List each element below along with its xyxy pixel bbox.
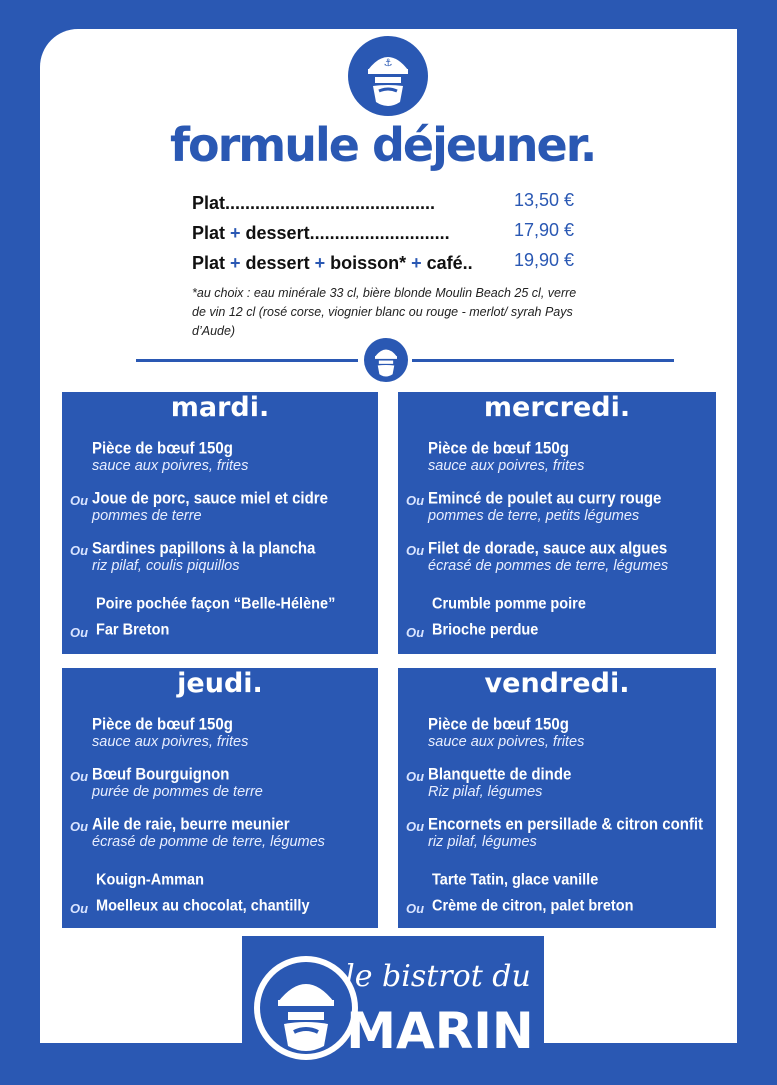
formula-part: Plat	[192, 223, 226, 243]
or-label: Ou	[70, 543, 89, 558]
dessert-name: Moelleux au chocolat, chantilly	[96, 897, 310, 915]
dish-item	[70, 716, 248, 750]
dish-description: sauce aux poivres, frites	[428, 458, 585, 474]
dessert-item	[70, 872, 204, 888]
or-label: Ou	[406, 625, 425, 640]
or-label: Ou	[70, 769, 89, 784]
plus-sign: +	[406, 253, 427, 273]
dish-item	[406, 540, 668, 574]
dish-name: Encornets en persillade & citron confit	[428, 815, 704, 834]
dessert-name: Crème de citron, palet breton	[432, 897, 634, 915]
formula-price: 19,90 €	[514, 250, 575, 270]
dish-item	[70, 766, 263, 800]
or-label: Ou	[406, 769, 425, 784]
formula-label	[192, 193, 435, 214]
plus-sign: +	[309, 253, 331, 273]
dish-description: pommes de terre	[92, 508, 202, 524]
dish-description: Riz pilaf, légumes	[428, 784, 543, 800]
price-row	[192, 250, 592, 280]
dessert-name: Crumble pomme poire	[432, 595, 586, 613]
formula-price: 13,50 €	[514, 190, 575, 210]
dessert-name: Tarte Tatin, glace vanille	[432, 871, 599, 889]
plus-sign: +	[225, 253, 246, 273]
formula-label	[192, 223, 450, 244]
dish-item	[406, 440, 584, 474]
dish-name: Emincé de poulet au curry rouge	[428, 489, 662, 508]
bistrot-logo	[242, 936, 544, 1080]
leader-dots: ..........................................	[225, 193, 436, 213]
formula-price: 17,90 €	[514, 220, 575, 240]
day-title: vendredi.	[484, 668, 630, 699]
price-row	[192, 190, 592, 220]
or-label: Ou	[406, 543, 425, 558]
dish-description: riz pilaf, légumes	[428, 834, 537, 850]
drink-note: *au choix : eau minérale 33 cl, bière blonde Moulin Beach 25 cl, verre de vin 12 cl (rosé corse, viognier blanc ou rouge - merlot/ syrah Pays d’Aude)	[192, 286, 577, 338]
day-panel-vendredi	[398, 668, 716, 928]
dish-name: Pièce de bœuf 150g	[92, 439, 233, 458]
logo-line1: le bistrot du	[345, 959, 531, 994]
day-panel-mardi	[62, 392, 378, 654]
formula-part: café	[426, 253, 463, 273]
formula-part: dessert	[245, 223, 310, 243]
day-title: mardi.	[170, 392, 270, 423]
dish-name: Filet de dorade, sauce aux algues	[428, 539, 668, 558]
dish-item	[406, 766, 571, 800]
dessert-name: Poire pochée façon “Belle-Hélène”	[96, 595, 336, 613]
dish-item	[406, 816, 703, 850]
logo-line2: MARIN	[346, 1002, 534, 1060]
dish-item	[70, 440, 248, 474]
dessert-name: Far Breton	[96, 621, 170, 639]
or-label: Ou	[70, 901, 89, 916]
leader-dots: ..	[462, 253, 473, 273]
day-panel-jeudi	[62, 668, 378, 928]
dessert-item	[406, 898, 633, 914]
or-label: Ou	[70, 493, 89, 508]
dessert-item	[406, 622, 538, 638]
or-label: Ou	[406, 819, 425, 834]
dessert-name: Kouign-Amman	[96, 871, 204, 889]
svg-text:⚓: ⚓	[383, 58, 393, 69]
divider-right	[412, 359, 674, 362]
dish-name: Pièce de bœuf 150g	[92, 715, 233, 734]
price-row	[192, 220, 592, 250]
dish-description: riz pilaf, coulis piquillos	[92, 558, 240, 574]
leader-dots: ............................	[309, 223, 450, 243]
or-label: Ou	[70, 625, 89, 640]
dish-item	[70, 816, 325, 850]
dish-description: écrasé de pommes de terre, légumes	[428, 558, 669, 574]
or-label: Ou	[406, 901, 425, 916]
divider-left	[136, 359, 358, 362]
dish-item	[70, 540, 315, 574]
dessert-name: Brioche perdue	[432, 621, 539, 639]
day-title: mercredi.	[483, 392, 631, 423]
dish-name: Blanquette de dinde	[428, 765, 572, 784]
dessert-item	[70, 898, 310, 914]
day-title: jeudi.	[177, 668, 263, 699]
dessert-item	[406, 872, 598, 888]
dish-description: sauce aux poivres, frites	[428, 734, 585, 750]
sailor-logo-icon	[364, 338, 408, 382]
dish-description: sauce aux poivres, frites	[92, 458, 249, 474]
dish-name: Sardines papillons à la plancha	[92, 539, 316, 558]
formula-part: Plat	[192, 193, 226, 213]
sailor-logo-icon	[348, 36, 428, 116]
plus-sign: +	[225, 223, 246, 243]
dessert-item	[70, 622, 169, 638]
dish-name: Bœuf Bourguignon	[92, 765, 230, 784]
or-label: Ou	[406, 493, 425, 508]
dish-description: écrasé de pomme de terre, légumes	[92, 834, 325, 850]
dish-description: purée de pommes de terre	[92, 784, 263, 800]
dish-description: pommes de terre, petits légumes	[428, 508, 640, 524]
dish-item	[406, 716, 584, 750]
dessert-item	[70, 596, 335, 612]
dessert-item	[406, 596, 586, 612]
dish-item	[70, 490, 328, 524]
formula-label	[192, 253, 473, 274]
formula-part: boisson*	[330, 253, 407, 273]
day-panel-mercredi	[398, 392, 716, 654]
dish-item	[406, 490, 661, 524]
page-title: formule déjeuner.	[170, 118, 596, 172]
price-list	[192, 190, 592, 280]
dish-name: Pièce de bœuf 150g	[428, 715, 569, 734]
bistrot-logo-artwork	[242, 936, 544, 1080]
dish-description: sauce aux poivres, frites	[92, 734, 249, 750]
or-label: Ou	[70, 819, 89, 834]
formula-part: dessert	[245, 253, 310, 273]
dish-name: Aile de raie, beurre meunier	[92, 815, 290, 834]
formula-part: Plat	[192, 253, 226, 273]
dish-name: Joue de porc, sauce miel et cidre	[92, 489, 328, 508]
dish-name: Pièce de bœuf 150g	[428, 439, 569, 458]
